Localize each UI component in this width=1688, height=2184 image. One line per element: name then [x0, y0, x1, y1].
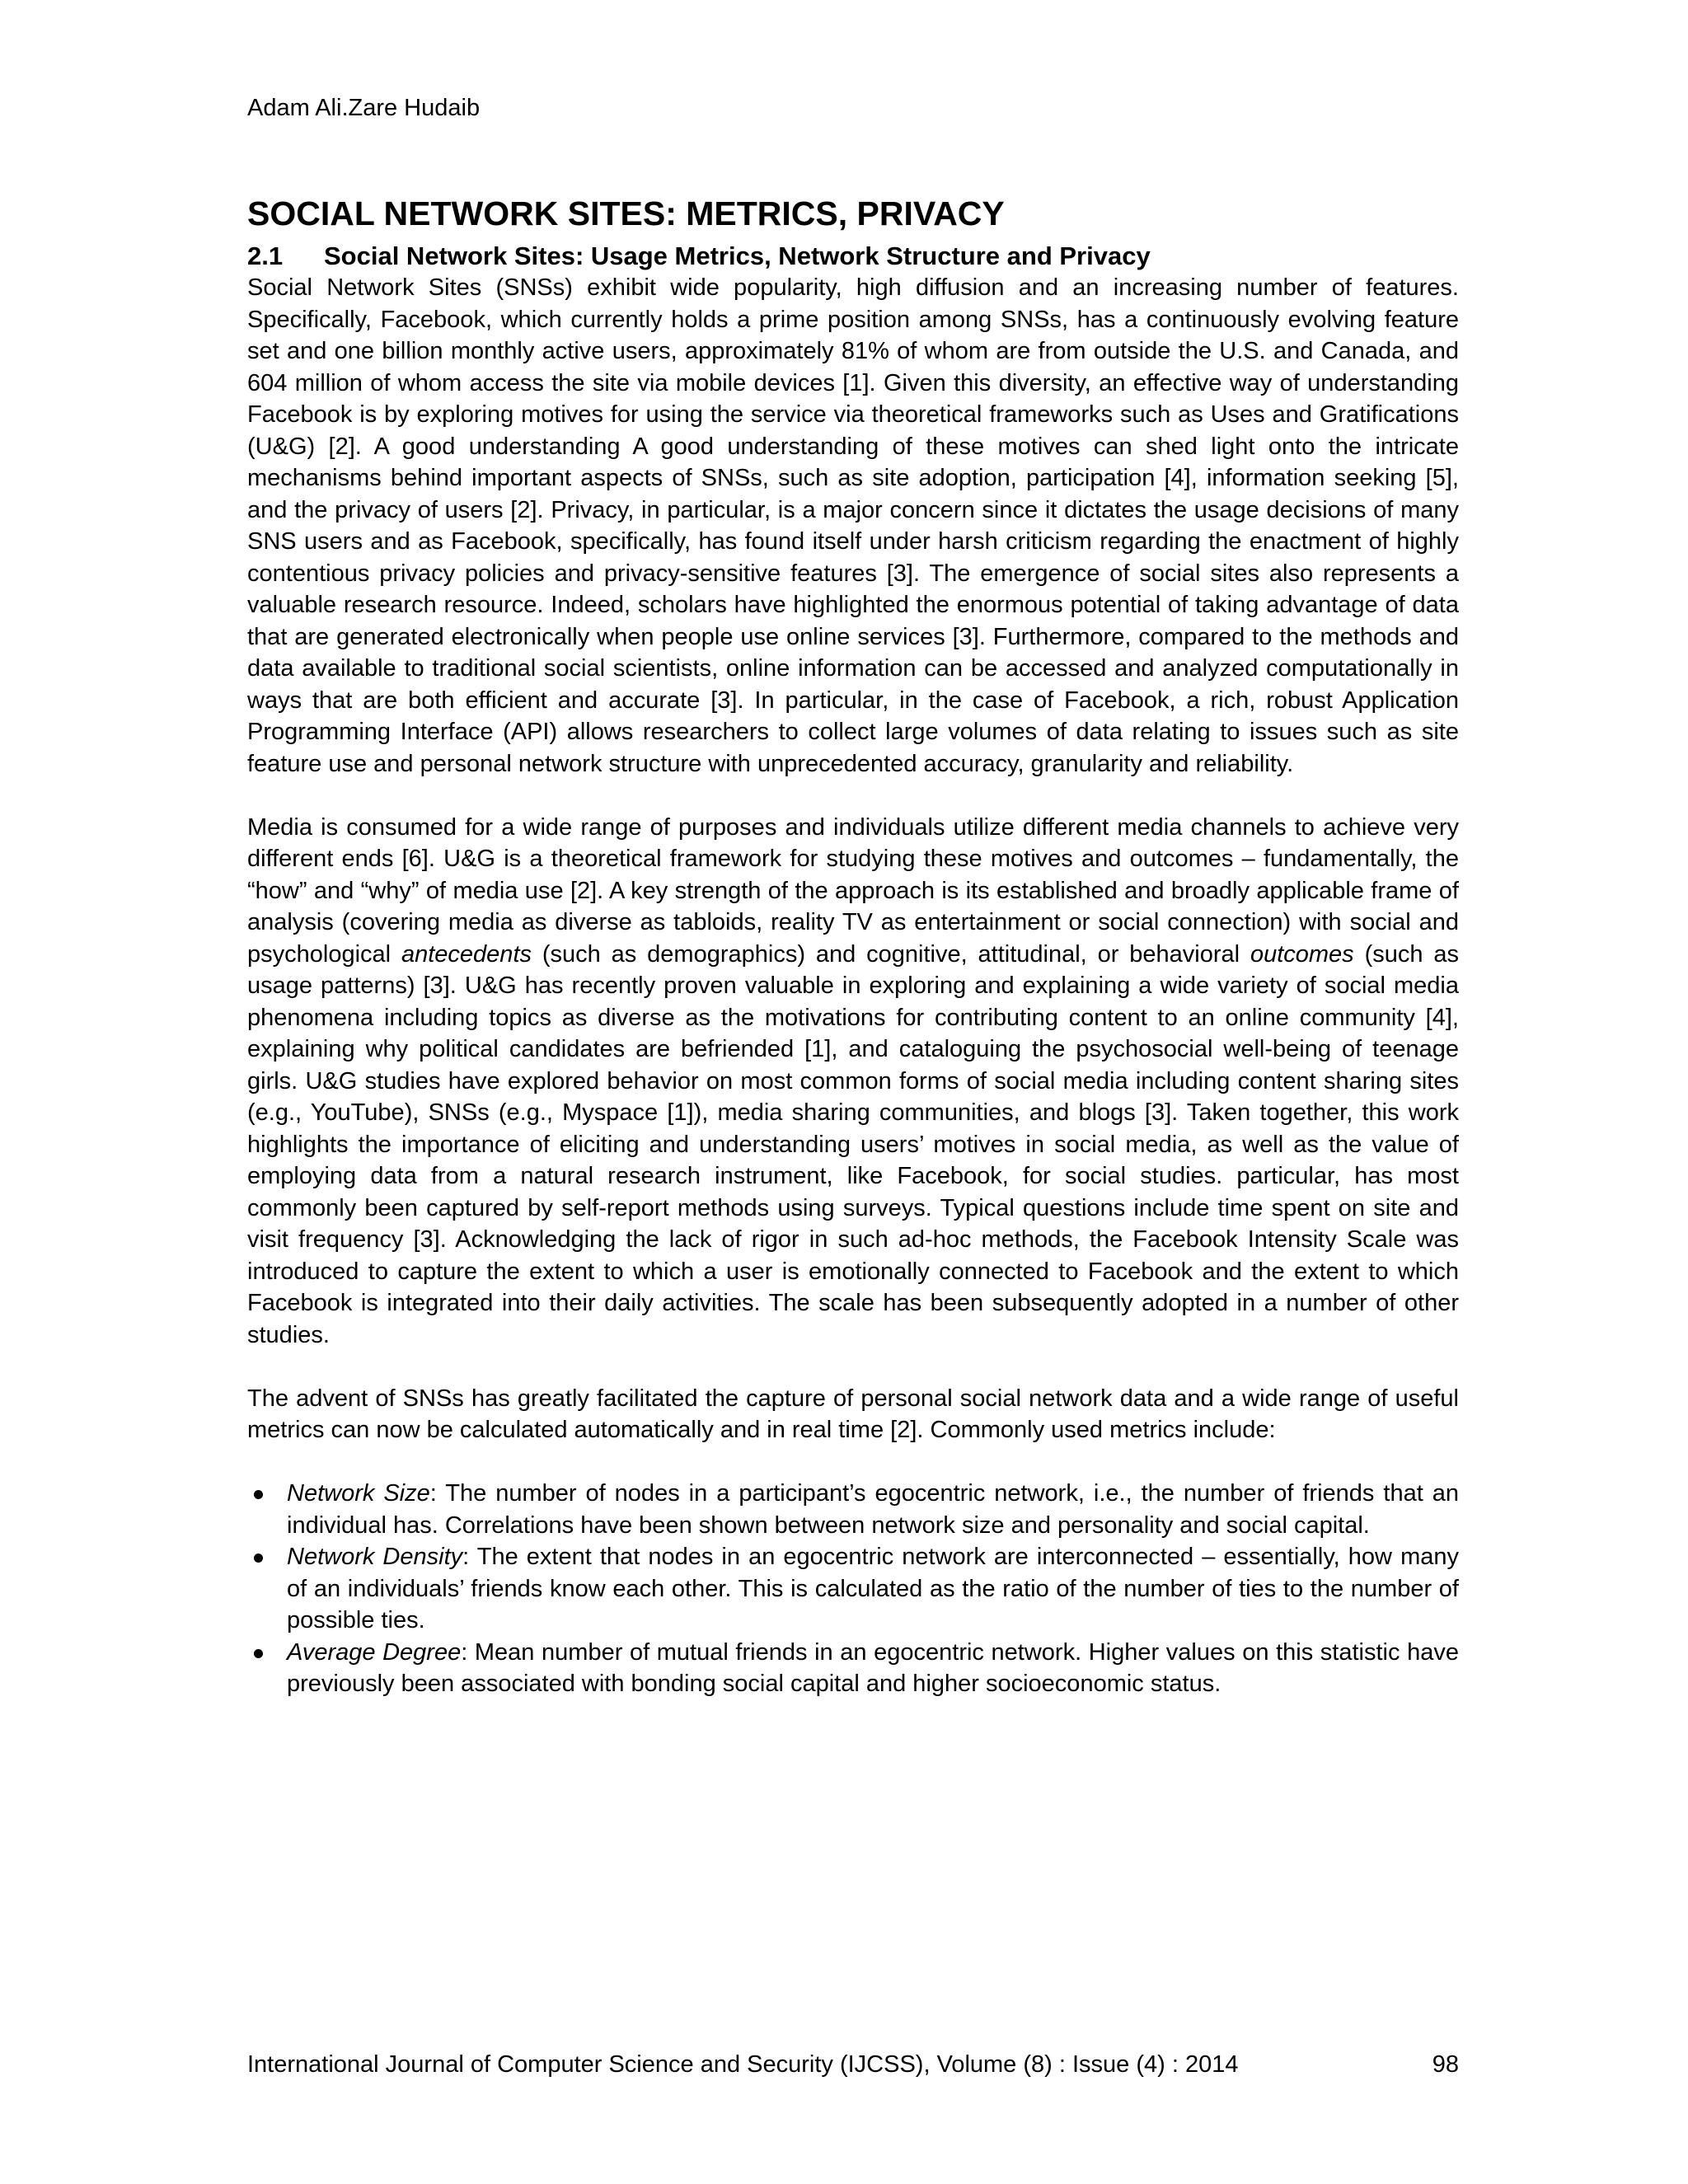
- page-footer: [247, 2049, 1459, 2080]
- paragraph-3: The advent of SNSs has greatly facilitated the capture of personal social network data and a wide range of useful metrics can now be calculated automatically and in real time [2]. Commonly used metrics include:: [247, 1385, 1459, 1443]
- bullet-icon: [254, 1554, 263, 1563]
- bullet-icon: [254, 1490, 263, 1499]
- bullet-text: : The extent that nodes in an egocentric network are interconnected – essentially, how many of an individuals’ friends know each other. This is calculated as the ratio of the number of ties to the number of possible ties.: [287, 1544, 1459, 1633]
- footer-page-number: 98: [1432, 2051, 1459, 2078]
- section-title: Social Network Sites: Usage Metrics, Network Structure and Privacy: [324, 241, 1151, 270]
- bullet-term: Network Density: [287, 1544, 463, 1570]
- bullet-text: : Mean number of mutual friends in an egocentric network. Higher values on this statistic have previously been associated with bonding social capital and higher socioeconomic status.: [287, 1638, 1459, 1697]
- page-body: [247, 194, 1459, 1700]
- bullet-icon: [254, 1649, 263, 1658]
- paragraph-2: [247, 812, 1459, 1352]
- bullet-term: Average Degree: [287, 1638, 462, 1666]
- paper-title: SOCIAL NETWORK SITES: METRICS, PRIVACY: [247, 194, 1005, 232]
- paragraph-1: Social Network Sites (SNSs) exhibit wide popularity, high diffusion and an increasing number of features. Specifically, Facebook, which currently holds a prime position among SNSs, has a continuously evolving feature set and one billion monthly active users, approximately 81% of whom are from outside the U.S. and Canada, and 604 million of whom access the site via mobile devices [1]. Given this diversity, an effective way of understanding Facebook is by exploring motives for using the service via theoretical frameworks such as Uses and Gratifications (U&G) [2]. A good understanding A good understanding of these motives can shed light onto the intricate mechanisms behind important aspects of SNSs, such as site adoption, participation [4], information seeking [5], and the privacy of users [2]. Privacy, in particular, is a major concern since it dictates the usage decisions of many SNS users and as Facebook, specifically, has found itself under harsh criticism regarding the enactment of highly contentious privacy policies and privacy-sensitive features [3]. The emergence of social sites also represents a valuable research resource. Indeed, scholars have highlighted the enormous potential of taking advantage of data that are generated electronically when people use online services [3]. Furthermore, compared to the methods and data available to traditional social scientists, online information can be accessed and analyzed computationally in ways that are both efficient and accurate [3]. In particular, in the case of Facebook, a rich, robust Application Programming Interface (API) allows researchers to collect large volumes of data relating to issues such as site feature use and personal network structure with unprecedented accuracy, granularity and reliability.: [247, 274, 1459, 777]
- list-item-average-degree: [247, 1637, 1459, 1700]
- section-number: 2.1: [247, 241, 284, 270]
- paragraph-2-text: (such as usage patterns) [3]. U&G has recently proven valuable in exploring and explaining a wide variety of social media phenomena including topics as diverse as the motivations for contributing content to an online community [4], explaining why political candidates are befriended [1], and cataloguing the psychosocial well-being of teenage girls. U&G studies have explored behavior on most common forms of social media including content sharing sites (e.g., YouTube), SNSs (e.g., Myspace [1]), media sharing communities, and blogs [3]. Taken together, this work highlights the importance of eliciting and understanding users’ motives in social media, as well as the value of employing data from a natural research instrument, like Facebook, for social studies. particular, has most commonly been captured by self-report methods using surveys. Typical questions include time spent on site and visit frequency [3]. Acknowledging the lack of rigor in such ad-hoc methods, the Facebook Intensity Scale was introduced to capture the extent to which a user is emotionally connected to Facebook and the extent to which Facebook is integrated into their daily activities. The scale has been subsequently adopted in a number of other studies.: [247, 940, 1459, 1348]
- italic-term-outcomes: outcomes: [1250, 940, 1354, 968]
- bullet-text: : The number of nodes in a participant’s egocentric network, i.e., the number of friends that an individual has. Correlations have been shown between network size and personality and social capital.: [287, 1480, 1459, 1539]
- paragraph-2-text: (such as demographics) and cognitive, attitudinal, or behavioral: [532, 940, 1250, 968]
- bullet-term: Network Size: [287, 1480, 430, 1507]
- italic-term-antecedents: antecedents: [401, 940, 532, 968]
- metrics-bullet-list: [247, 1478, 1459, 1700]
- list-item-network-size: [247, 1478, 1459, 1541]
- section-heading: [247, 241, 1459, 272]
- list-item-network-density: [247, 1541, 1459, 1637]
- footer-journal-citation: International Journal of Computer Science and Security (IJCSS), Volume (8) : Issue (4) : 2014: [247, 2051, 1239, 2078]
- paragraph-2-text: Media is consumed for a wide range of purposes and individuals utilize different media channels to achieve very different ends [6]. U&G is a theoretical framework for studying these motives and outcomes – fundamentally, the “how” and “why” of media use [2]. A key strength of the approach is its established and broadly applicable frame of analysis (covering media as diverse as tabloids, reality TV as entertainment or social connection) with social and psychological: [247, 813, 1459, 968]
- author-header: Adam Ali.Zare Hudaib: [247, 95, 481, 121]
